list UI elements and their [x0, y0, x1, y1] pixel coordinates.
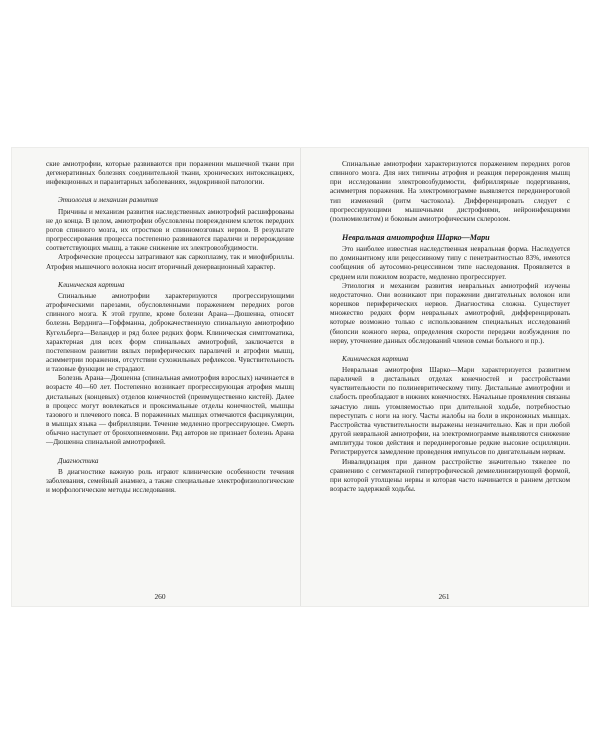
right-page-number: 261 — [438, 592, 450, 601]
left-heading-clinical: Клиническая картина — [58, 280, 125, 289]
right-spinal-paragraph: Спинальные амиотрофии характеризуются поражением передних рогов спинного мозга. Для них типичны атрофия и реакция перерождения мышц при исследовании электровозбудимости, фибриллярные подергивания, асимметрия поражения. На электромиограмме выявляется передниероговой тип изменений (ритм частокола). Дифференцировать следует с прогрессирующими мышечными дистрофиями, нейроинфекциями (полиомиелитом) и боковым амиотрофическим склерозом. — [330, 160, 570, 223]
book-spread — [12, 148, 588, 606]
right-heading-clinical: Клиническая картина — [342, 354, 409, 363]
left-page — [46, 160, 294, 495]
left-etiology-paragraph-1: Причины и механизм развития наследственных амиотрофий расшифрованы не до конца. В целом, амиотрофии обусловлены повреждением клеток передних рогов спинного мозга, их отростков и спинномозговых нервов. В результате прогрессирования процесса постепенно развиваются параличи и перерождение соответствующих мышц, а также снижение их электровозбудимости. — [46, 207, 294, 253]
left-page-number: 260 — [154, 592, 166, 601]
right-clinical-paragraph-2: Инвалидизация при данном расстройстве значительно тяжелее по сравнению с сегментарной гипертрофической демиелинизирующей формой, при которой утолщены нервы и которая часто начинается в раннем детском возрасте задержкой ходьбы. — [330, 457, 570, 493]
left-etiology-paragraph-2: Атрофические процессы затрагивают как саркоплазму, так и миофибриллы. Атрофия мышечного волокна носит вторичный денервационный характер. — [46, 253, 294, 271]
left-clinical-paragraph-2: Болезнь Арана—Дюшенна (спинальная амиотрофия взрослых) начинается в возрасте 40—60 лет. Постепенно возникает прогрессирующая атрофия мышц дистальных (концевых) отделов конечностей (преимущественно кистей). Далее в процесс могут вовлекаться и проксимальные отделы конечностей, мышцы тазового и плечевого пояса. В пораженных мышцах отмечаются фасцикуляции, в мышцах языка — фибрилляции. Течение медленно прогрессирующее. Смерть обычно наступает от бронхопневмонии. Ряд авторов не признает болезнь Арана—Дюшенна спинальной амиотрофией. — [46, 374, 294, 447]
right-page — [330, 160, 570, 494]
right-charcot-paragraph-2: Этиология и механизм развития невральных амиотрофий изучены недостаточно. Они возникают при поражении двигательных волокон или корешков периферических нервов. Диагностика сложна. Существует множество редких форм невральных амиотрофий, дифференцировать которые возможно только с использованием специальных исследований (биопсии кожного нерва, определения скорости передачи возбуждения по нерву, уточнение данных обследований членов семьи больного и пр.). — [330, 281, 570, 345]
right-heading-charcot: Невральная амиотрофия Шарко—Мари — [342, 233, 490, 243]
left-heading-etiology: Этиология и механизм развития — [58, 196, 159, 205]
left-diagnostics-paragraph: В диагностике важную роль играют клинические особенности течения заболевания, семейный анамнез, а также специальные электрофизиологические и морфологические методы исследования. — [46, 467, 294, 494]
right-charcot-paragraph-1: Это наиболее известная наследственная невральная форма. Наследуется по доминантному или рецессивному типу с пенетрантностью 83%, имеются сообщения об аутосомно-рецессивном типе наследования. Проявляется в среднем или пожилом возрасте, медленно прогрессирует. — [330, 245, 570, 281]
left-clinical-paragraph-1: Спинальные амиотрофии характеризуются прогрессирующими атрофическими парезами, обусловленными поражением передних рогов спинного мозга. К этой группе, кроме болезни Арана—Дюшенна, относят болезнь Верднига—Гоффманна, доброкачественную спинальную амиотрофию Кугельберга—Веландер и ряд более редких форм. Клиническая симптоматика, характерная для всех форм спинальных амиотрофий, заключается в постепенном развитии вялых периферических параличей и атрофии мышц, асимметрии поражения, отсутствии сухожильных рефлексов. Чувствительность и тазовые функции не страдают. — [46, 291, 294, 374]
left-heading-diagnostics: Диагностика — [58, 456, 99, 465]
right-clinical-paragraph-1: Невральная амиотрофия Шарко—Мари характеризуется развитием параличей в дистальных отделах конечностей и расстройствами чувствительности по полиневритическому типу. Дистальные амиотрофии и слабость преобладают в нижних конечностях. Начальные проявления связаны зачастую лишь утомляемостью при длительной ходьбе, потребностью переступать с ноги на ногу. Часты жалобы на боли в икроножных мышцах. Расстройства чувствительности выражены незначительно. Как и при любой другой невральной амиотрофии, на электромиограмме выявляются снижение амплитуды токов действия и передниероговые редкие высокие осцилляции. Регистрируется замедление проведения импульсов по двигательным нервам. — [330, 365, 570, 457]
book-gutter — [300, 148, 301, 606]
left-intro-paragraph: ские амиотрофии, которые развиваются при поражении мышечной ткани при дегенеративных болезнях соединительной ткани, хронических интоксикациях, инфекционных и паразитарных заболеваниях, эндокринной патологии. — [46, 160, 294, 187]
